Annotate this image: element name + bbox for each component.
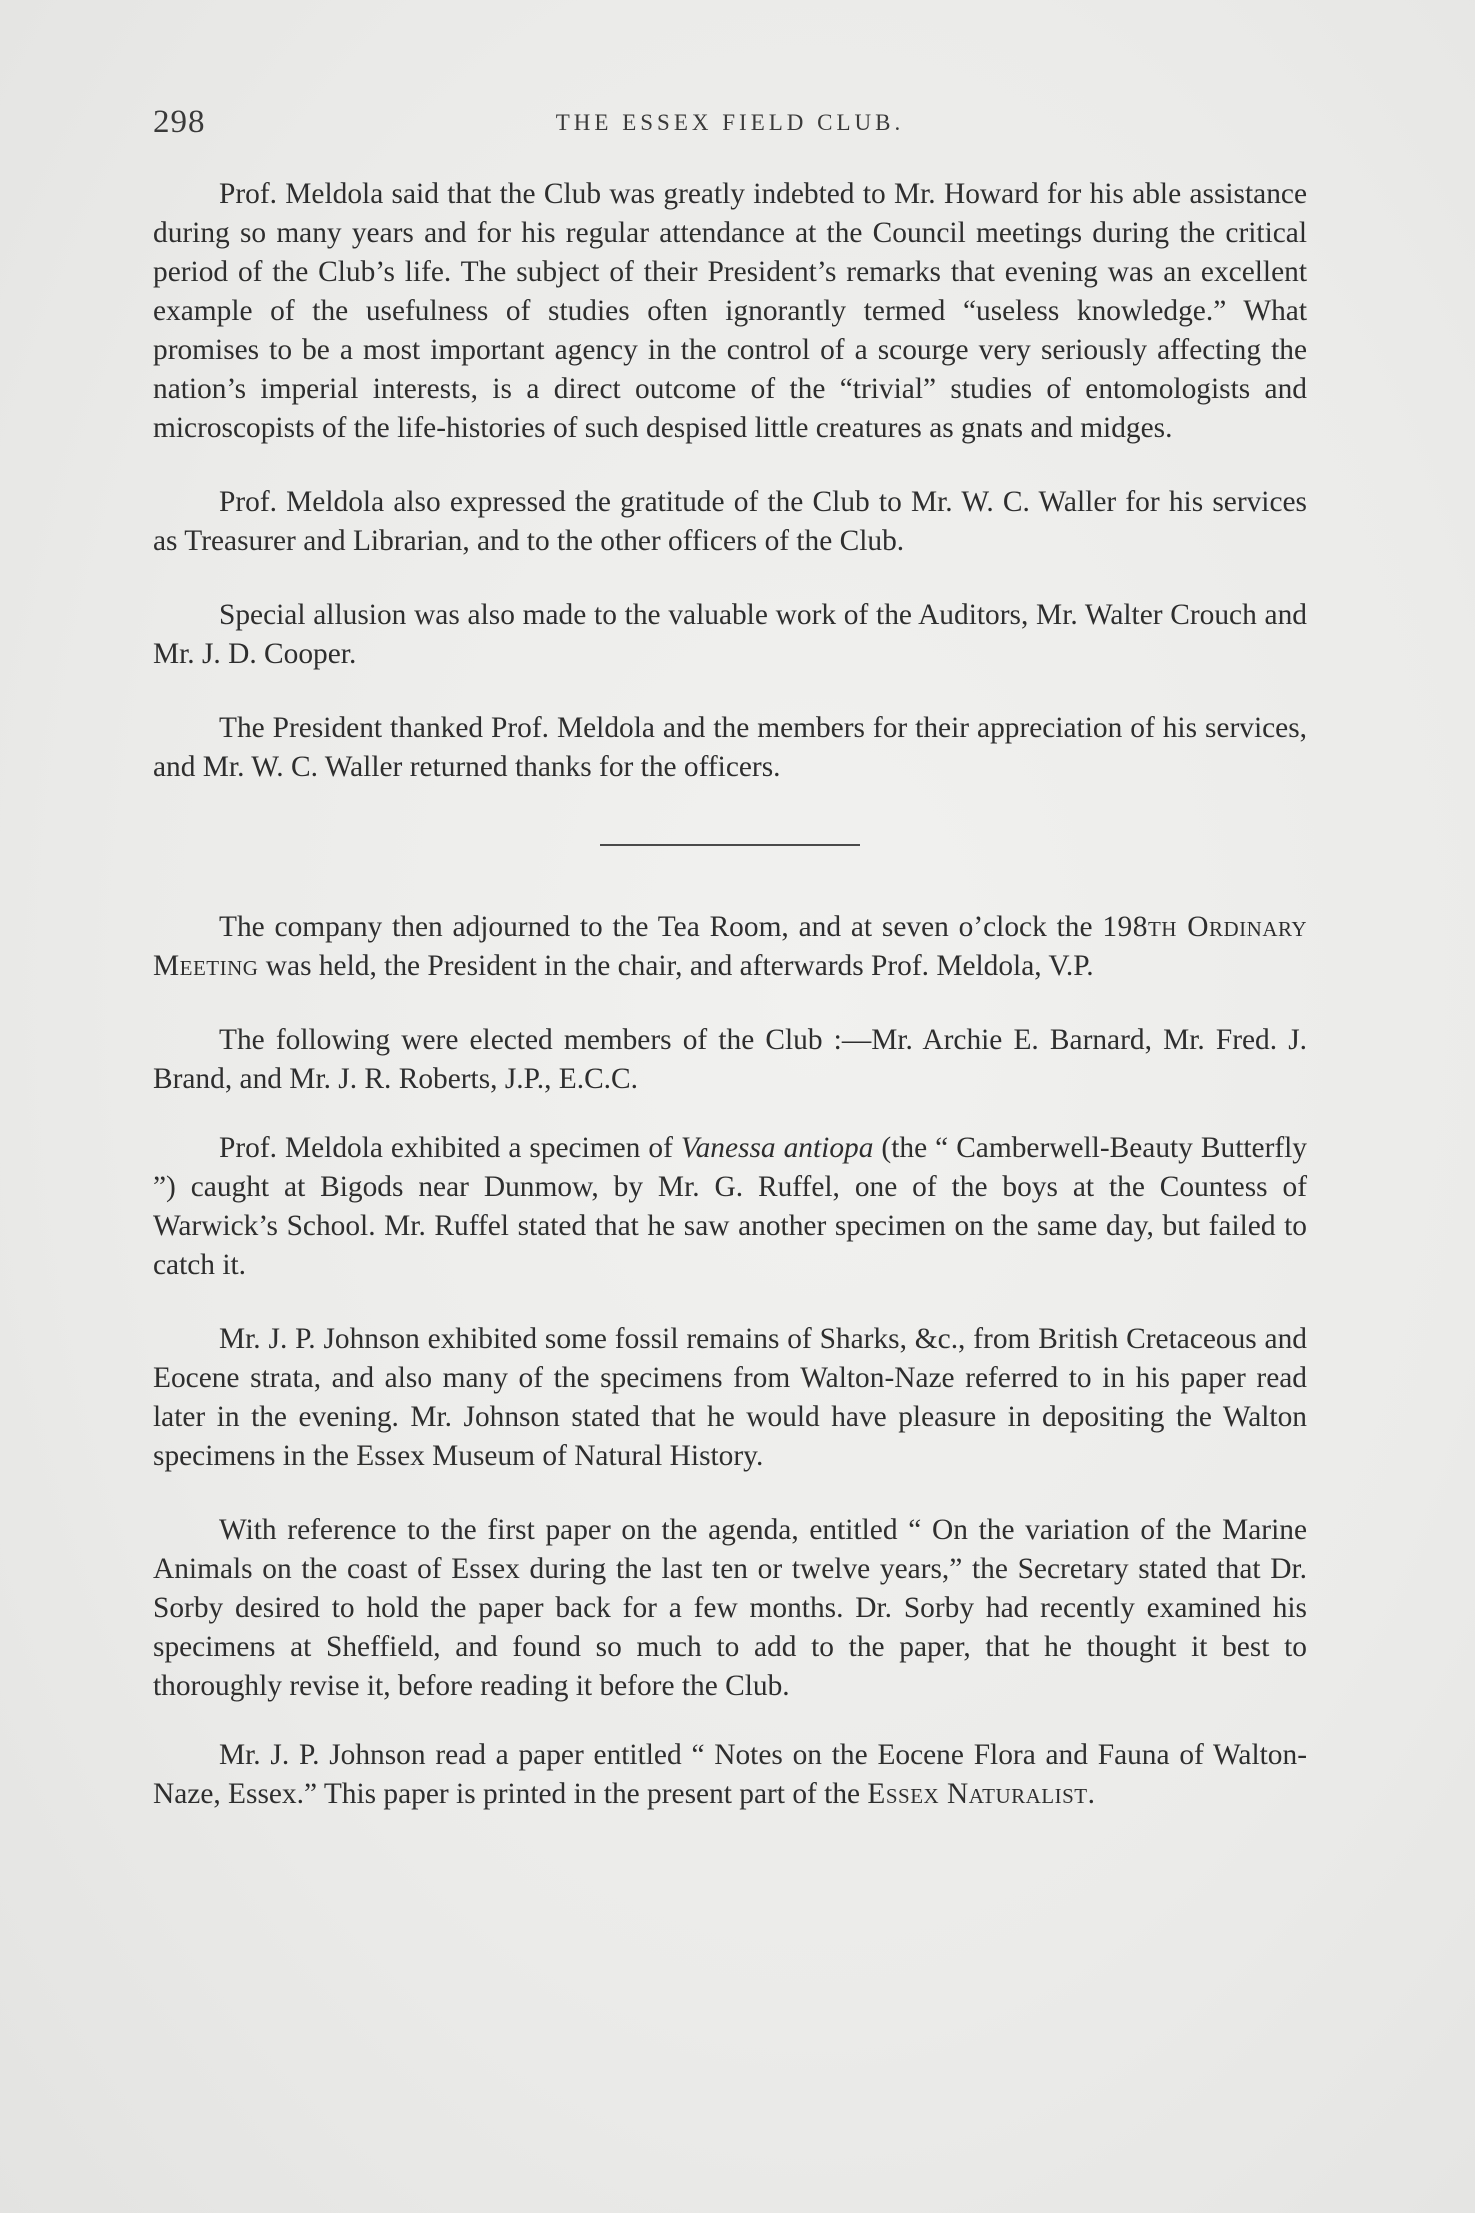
paragraph-vanessa-antiopa (153, 1129, 1307, 1285)
paragraph-meldola-thanks-howard: Prof. Meldola said that the Club was greatly indebted to Mr. Howard for his able assistance during so many years and for his regular attendance at the Council meetings during the critical period of the Club’s life. The subject of their President’s remarks that evening was an excellent example of the usefulness of studies often ignorantly termed “useless knowledge.” What promises to be a most important agency in the control of a scourge very seriously affecting the nation’s imperial interests, is a direct outcome of the “trivial” studies of entomologists and microscopists of the life-histories of such despised little creatures as gnats and midges. (153, 178, 1307, 444)
paragraph-president-thanks: The President thanked Prof. Meldola and the members for their appreciation of his services, and Mr. W. C. Waller returned thanks for the officers. (153, 712, 1307, 783)
eocene-text-before: Mr. J. P. Johnson read a paper entitled “ Notes on the Eocene Flora and Fauna of Walton-Naze, Essex.” This paper is printed in the present part of the (153, 1739, 1307, 1810)
meeting-text-before: The company then adjourned to the Tea Room, and at seven o’clock the (219, 911, 1103, 943)
vanessa-text-before: Prof. Meldola exhibited a specimen of (219, 1132, 681, 1164)
paragraph-auditors: Special allusion was also made to the valuable work of the Auditors, Mr. Walter Crouch and Mr. J. D. Cooper. (153, 599, 1307, 670)
paragraph-fossil-remains: Mr. J. P. Johnson exhibited some fossil remains of Sharks, &c., from British Cretaceous and Eocene strata, and also many of the specimens from Walton-Naze referred to in his paper read later in the evening. Mr. Johnson stated that he would have pleasure in depositing the Walton specimens in the Essex Museum of Natural History. (153, 1323, 1307, 1472)
page-number: 298 (153, 104, 206, 140)
paragraph-eocene-flora (153, 1736, 1307, 1814)
journal-name: Essex Naturalist (867, 1778, 1088, 1810)
meeting-title: 198th Ordinary Meeting (153, 911, 1308, 982)
body-text (153, 175, 1307, 1814)
eocene-text-after: . (1087, 1778, 1095, 1810)
paragraph-gratitude-waller: Prof. Meldola also expressed the gratitude of the Club to Mr. W. C. Waller for his services as Treasurer and Librarian, and to the other officers of the Club. (153, 486, 1307, 557)
meeting-text-after: was held, the President in the chair, and afterwards Prof. Meldola, V.P. (258, 950, 1094, 982)
running-title: THE ESSEX FIELD CLUB. (555, 110, 905, 135)
paragraph-ordinary-meeting (153, 908, 1307, 986)
section-divider (600, 844, 860, 846)
page-header (153, 104, 1307, 144)
species-name: Vanessa antiopa (680, 1132, 874, 1164)
paragraph-sorby-paper: With reference to the first paper on the agenda, entitled “ On the variation of the Marine Animals on the coast of Essex during the last ten or twelve years,” the Secretary stated that Dr. Sorby desired to hold the paper back for a few months. Dr. Sorby had recently examined his specimens at Sheffield, and found so much to add to the paper, that he thought it best to thoroughly revise it, before reading it before the Club. (153, 1514, 1307, 1702)
vanessa-text-after: (the “ Camberwell-Beauty Butterfly ”) caught at Bigods near Dunmow, by Mr. G. Ruffel, one of the boys at the Countess of Warwick’s School. Mr. Ruffel stated that he saw another specimen on the same day, but failed to catch it. (153, 1132, 1308, 1281)
paragraph-elected-members: The following were elected members of the Club :—Mr. Archie E. Barnard, Mr. Fred. J. Brand, and Mr. J. R. Roberts, J.P., E.C.C. (153, 1024, 1307, 1095)
